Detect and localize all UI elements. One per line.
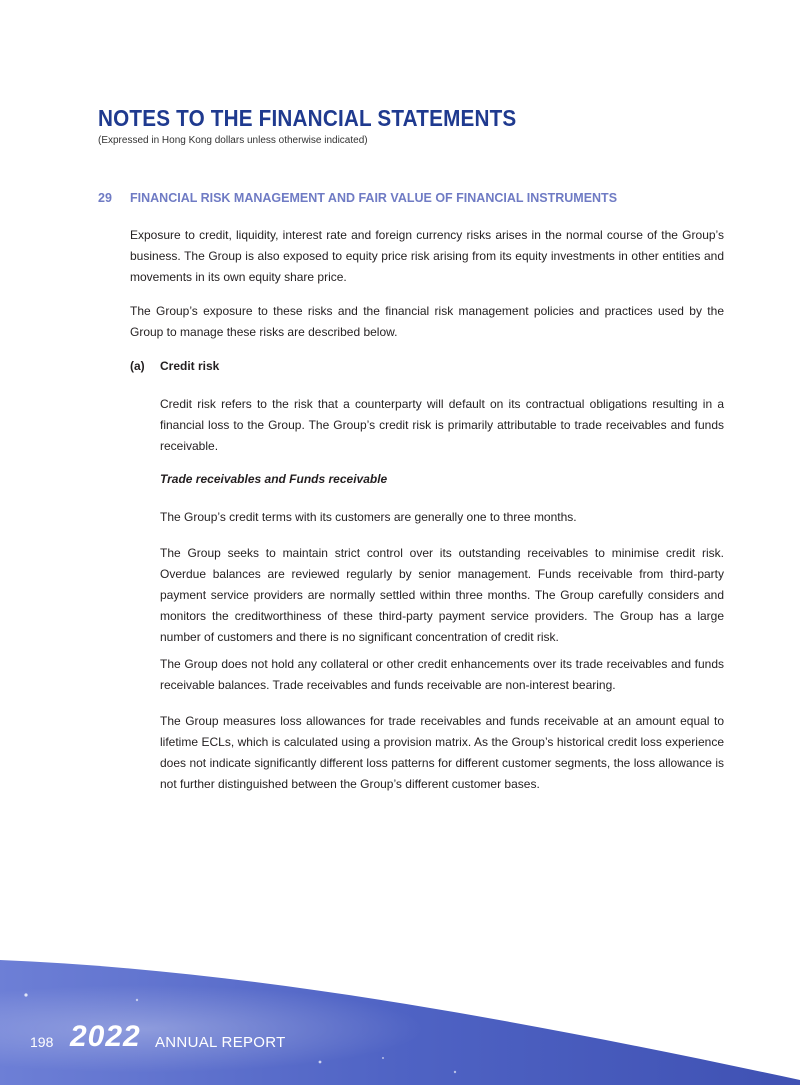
footer-year: 2022 xyxy=(70,1020,141,1053)
subsection-label: (a) xyxy=(130,359,145,373)
paragraph: The Group does not hold any collateral or other credit enhancements over its trade receivables and funds receivable balances. Trade receivables and funds receivable are non-interest bearing. xyxy=(160,657,724,692)
paragraph: The Group seeks to maintain strict control over its outstanding receivables to minimise credit risk. Overdue balances are reviewed regularly by senior management. Funds receivable from third-party payment service providers are normally settled within three months. The Group carefully considers and monitors the creditworthiness of these third-party payment service providers. The Group has a large number of customers and there is no significant concentration of credit risk. xyxy=(160,546,724,644)
paragraph: Exposure to credit, liquidity, interest rate and foreign currency risks arises in the normal course of the Group’s business. The Group is also exposed to equity price risk arising from its equity investments in other entities and movements in its own equity share price. xyxy=(130,228,724,284)
page-number: 198 xyxy=(30,1034,54,1050)
page-subtitle: (Expressed in Hong Kong dollars unless otherwise indicated) xyxy=(98,135,368,146)
paragraph: The Group’s credit terms with its customers are generally one to three months. xyxy=(160,510,577,524)
footer-report-label: ANNUAL REPORT xyxy=(155,1034,286,1051)
section-number: 29 xyxy=(98,191,112,205)
sub-subsection-heading: Trade receivables and Funds receivable xyxy=(160,472,388,486)
footer-decoration xyxy=(0,940,800,1085)
section-heading xyxy=(98,191,617,205)
paragraph: Credit risk refers to the risk that a counterparty will default on its contractual obligations resulting in a financial loss to the Group. The Group’s credit risk is primarily attributable to trade receivables and funds receivable. xyxy=(160,397,724,453)
subsection-title: Credit risk xyxy=(160,359,220,373)
paragraph: The Group measures loss allowances for trade receivables and funds receivable at an amount equal to lifetime ECLs, which is calculated using a provision matrix. As the Group’s historical credit loss experience does not indicate significantly different loss patterns for different customer segments, the loss allowance is not further distinguished between the Group’s different customer bases. xyxy=(160,714,724,791)
page-title: NOTES TO THE FINANCIAL STATEMENTS xyxy=(98,105,517,131)
paragraph: The Group’s exposure to these risks and the financial risk management policies and practices used by the Group to manage these risks are described below. xyxy=(130,304,724,339)
section-title: FINANCIAL RISK MANAGEMENT AND FAIR VALUE OF FINANCIAL INSTRUMENTS xyxy=(130,191,618,205)
subsection-heading xyxy=(130,359,219,373)
